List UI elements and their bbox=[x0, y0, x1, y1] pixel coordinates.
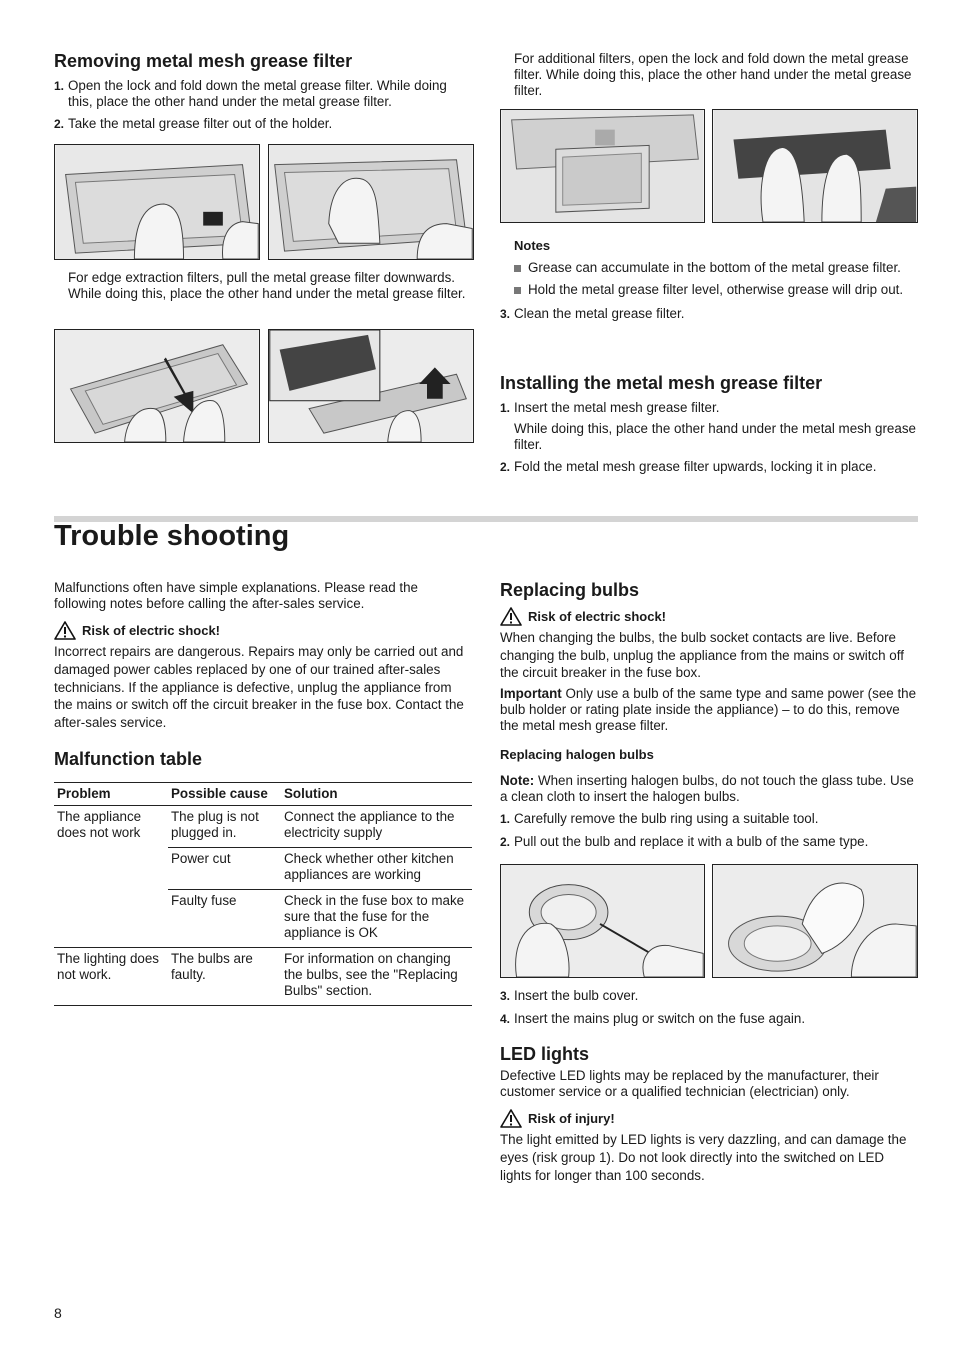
led-warning-text: The light emitted by LED lights is very dazzling, and can damage the eyes (risk group 1). Do not look directly into the switched on LED lights for longer than 100 seconds. bbox=[500, 1132, 907, 1183]
header-problem: Problem bbox=[54, 782, 168, 805]
cell-cause: The bulbs are faulty. bbox=[168, 947, 281, 1005]
led-title: LED lights bbox=[500, 1044, 589, 1064]
illustration-edge-filter-1 bbox=[55, 330, 259, 442]
halogen-step-1: 1. Carefully remove the bulb ring using a suitable tool. bbox=[500, 810, 819, 826]
note-text: When inserting halogen bulbs, do not touch the glass tube. Use a clean cloth to insert the halogen bulbs. bbox=[500, 772, 914, 804]
cell-cause: Faulty fuse bbox=[168, 889, 281, 947]
trouble-warning-text: Incorrect repairs are dangerous. Repairs may only be carried out and damaged power cables replaced by one of our trained after-sales technicians. If the appliance is defective, unplug the appliance from the mains or switch off the circuit breaker in the fuse box. Contact the after-sales service. bbox=[54, 644, 464, 731]
figure-additional-1 bbox=[500, 109, 705, 223]
halogen-steps-2 bbox=[500, 988, 918, 1027]
halogen-title: Replacing halogen bulbs bbox=[500, 746, 654, 762]
illustration-filter-hands-2 bbox=[269, 145, 473, 259]
header-solution: Solution bbox=[281, 782, 472, 805]
illustration-filter-hands-1 bbox=[55, 145, 259, 259]
removing-step-3: 3. Clean the metal grease filter. bbox=[500, 306, 685, 321]
trouble-intro-block bbox=[54, 580, 472, 1006]
warning-triangle-icon bbox=[54, 621, 76, 640]
important-label: Important bbox=[500, 685, 562, 701]
bulbs-warning-label: Risk of electric shock! bbox=[528, 608, 666, 624]
installing-step-1-detail: While doing this, place the other hand under the metal mesh grease filter. bbox=[514, 421, 916, 452]
installing-section bbox=[500, 372, 918, 475]
installing-steps-2 bbox=[500, 459, 918, 475]
led-text: Defective LED lights may be replaced by the manufacturer, their customer service or a qualified technician (electrician) only. bbox=[500, 1068, 879, 1099]
removing-step-1: 1. Open the lock and fold down the metal grease filter. While doing this, place the other hand under the metal grease filter. bbox=[54, 78, 447, 109]
removing-section bbox=[54, 50, 472, 132]
note-label: Note: bbox=[500, 772, 535, 788]
removing-steps bbox=[54, 78, 472, 132]
warning-triangle-icon bbox=[500, 607, 522, 626]
installing-step-2: 2. Fold the metal mesh grease filter upwards, locking it in place. bbox=[500, 459, 877, 474]
malfunction-title: Malfunction table bbox=[54, 748, 202, 769]
table-row bbox=[54, 805, 472, 847]
halogen-steps bbox=[500, 811, 918, 850]
cell-solution: Check whether other kitchen appliances are working bbox=[281, 847, 472, 889]
edge-extraction-note bbox=[54, 270, 472, 302]
cell-problem: The appliance does not work bbox=[54, 805, 168, 947]
page-number: 8 bbox=[54, 1305, 62, 1321]
cell-solution: For information on changing the bulbs, see the "Replacing Bulbs" section. bbox=[281, 947, 472, 1005]
bulb-final-steps bbox=[500, 988, 918, 1184]
table-header-row bbox=[54, 782, 472, 805]
warning-triangle-icon bbox=[500, 1109, 522, 1128]
trouble-warning bbox=[54, 621, 472, 640]
cell-cause: The plug is not plugged in. bbox=[168, 805, 281, 847]
removing-step-2: 2. Take the metal grease filter out of the holder. bbox=[54, 116, 333, 131]
illustration-bulb-ring bbox=[501, 865, 704, 977]
figure-edge-2 bbox=[268, 329, 474, 443]
header-cause: Possible cause bbox=[168, 782, 281, 805]
removing-title: Removing metal mesh grease filter bbox=[54, 51, 353, 71]
cell-problem: The lighting does not work. bbox=[54, 947, 168, 1005]
led-warning bbox=[500, 1109, 918, 1128]
trouble-shooting-title: Trouble shooting bbox=[54, 520, 290, 552]
additional-filters bbox=[500, 51, 918, 99]
halogen-step-4: 4. Insert the mains plug or switch on the fuse again. bbox=[500, 1011, 806, 1026]
trouble-warning-label: Risk of electric shock! bbox=[82, 622, 220, 638]
bulbs-important bbox=[500, 686, 918, 734]
figure-removing-2 bbox=[268, 144, 474, 260]
halogen-step-3: 3. Insert the bulb cover. bbox=[500, 988, 639, 1003]
illustration-additional-filter-1 bbox=[501, 110, 704, 222]
bulbs-warning-text: When changing the bulbs, the bulb socket contacts are live. Before changing the bulb, unplug the appliance from the mains or switch off the circuit breaker in the fuse box. bbox=[500, 630, 904, 680]
led-warning-label: Risk of injury! bbox=[528, 1110, 615, 1126]
halogen-note bbox=[500, 773, 918, 805]
installing-steps bbox=[500, 400, 918, 416]
additional-filters-text: For additional filters, open the lock and fold down the metal grease filter. While doing this, place the other hand under the metal grease filter. bbox=[514, 51, 912, 98]
figure-additional-2 bbox=[712, 109, 918, 223]
bulbs-warning bbox=[500, 607, 918, 626]
notes-title: Notes bbox=[514, 238, 551, 253]
cell-solution: Connect the appliance to the electricity supply bbox=[281, 805, 472, 847]
cleaning-step bbox=[500, 306, 918, 322]
cell-cause: Power cut bbox=[168, 847, 281, 889]
note-item-2: Hold the metal grease filter level, otherwise grease will drip out. bbox=[514, 282, 918, 298]
malfunction-table bbox=[54, 782, 472, 1006]
notes-list bbox=[500, 260, 918, 298]
edge-extraction-text: For edge extraction filters, pull the metal grease filter downwards. While doing this, place the other hand under the metal grease filter. bbox=[68, 270, 466, 301]
figure-bulb-2 bbox=[712, 864, 918, 978]
note-item-1: Grease can accumulate in the bottom of the metal grease filter. bbox=[514, 260, 918, 276]
figure-bulb-1 bbox=[500, 864, 705, 978]
replacing-bulbs-title: Replacing bulbs bbox=[500, 580, 640, 600]
installing-title: Installing the metal mesh grease filter bbox=[500, 373, 823, 393]
figure-edge-1 bbox=[54, 329, 260, 443]
cell-solution: Check in the fuse box to make sure that the fuse for the appliance is OK bbox=[281, 889, 472, 947]
replacing-bulbs-section bbox=[500, 579, 918, 850]
trouble-intro: Malfunctions often have simple explanations. Please read the following notes before calling the after-sales service. bbox=[54, 580, 418, 611]
table-row bbox=[54, 947, 472, 1005]
installing-step-1: 1. Insert the metal mesh grease filter. bbox=[500, 400, 720, 415]
halogen-step-2: 2. Pull out the bulb and replace it with a bulb of the same type. bbox=[500, 833, 869, 849]
figure-removing-1 bbox=[54, 144, 260, 260]
important-text: Only use a bulb of the same type and same power (see the bulb holder or rating plate inside the appliance) – to do this, remove the metal mesh grease filter. bbox=[500, 685, 917, 733]
notes-block bbox=[500, 238, 918, 322]
illustration-halogen-cloth bbox=[713, 865, 917, 977]
illustration-additional-filter-2 bbox=[713, 110, 917, 222]
illustration-edge-filter-2 bbox=[269, 330, 473, 442]
